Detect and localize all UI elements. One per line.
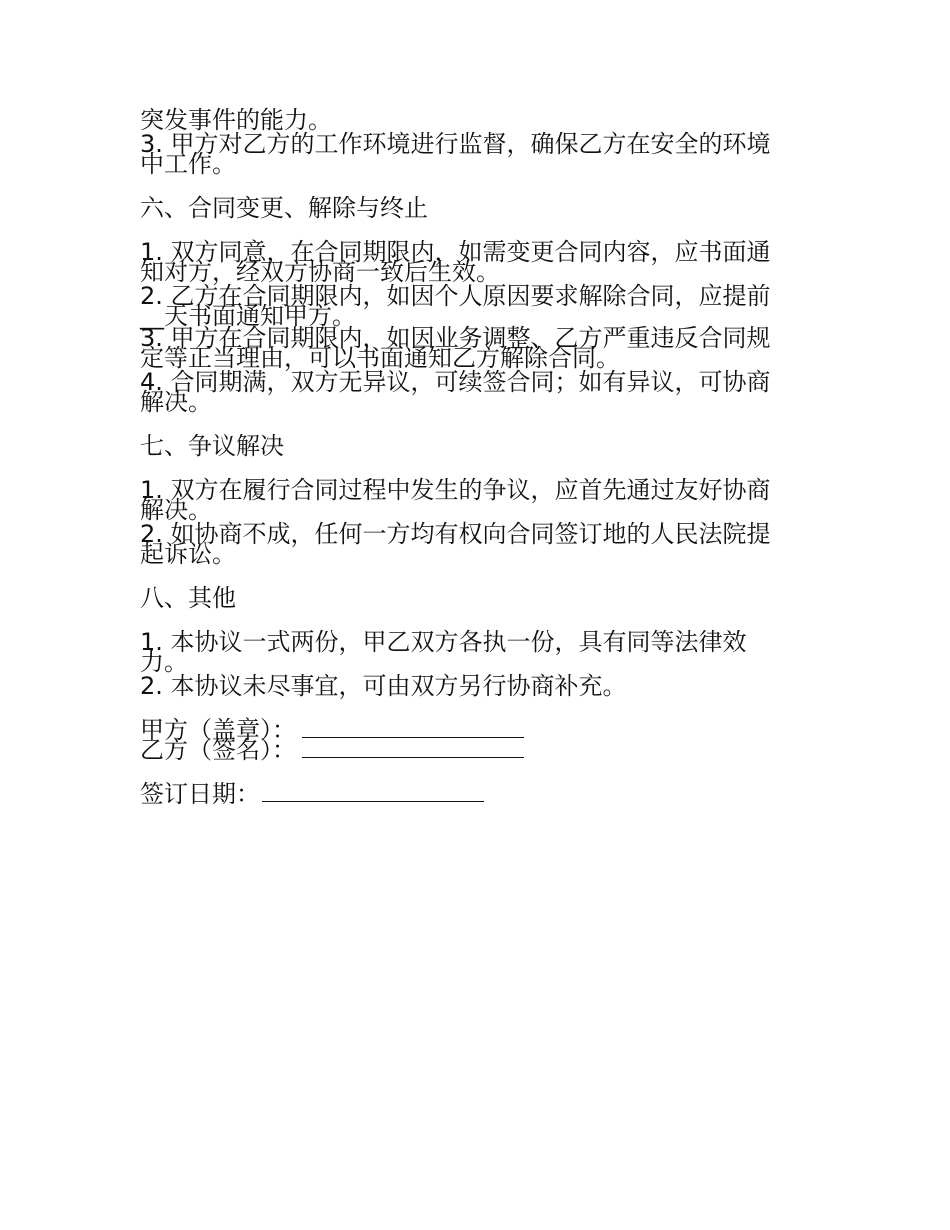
section5-item3-line2: 中工作。 [140, 150, 236, 178]
section7-heading: 七、争议解决 [140, 432, 284, 460]
party-a-signature-line [302, 717, 524, 738]
party-b-signature-row [140, 736, 524, 764]
section6-item2-line2: __天书面通知甲方。 [140, 302, 356, 330]
section6-item3-line1: 3. 甲方在合同期限内，如因业务调整、乙方严重违反合同规 [140, 324, 771, 352]
section6-heading: 六、合同变更、解除与终止 [140, 194, 428, 222]
section5-continuation: 突发事件的能力。 [140, 106, 332, 134]
section8-item1-line1: 1. 本协议一式两份，甲乙双方各执一份，具有同等法律效 [140, 628, 747, 656]
section5-item3-line1: 3. 甲方对乙方的工作环境进行监督，确保乙方在安全的环境 [140, 130, 771, 158]
signing-date-label: 签订日期： [140, 780, 260, 808]
signing-date-line [262, 781, 484, 802]
section7-item1-line2: 解决。 [140, 496, 212, 524]
section8-heading: 八、其他 [140, 584, 236, 612]
section6-item1-line1: 1. 双方同意，在合同期限内，如需变更合同内容，应书面通 [140, 238, 771, 266]
party-b-label: 乙方（签名）： [140, 736, 296, 764]
section6-item4-line1: 4. 合同期满，双方无异议，可续签合同；如有异议，可协商 [140, 368, 771, 396]
section7-item2-line1: 2. 如协商不成，任何一方均有权向合同签订地的人民法院提 [140, 520, 771, 548]
section7-item1-line1: 1. 双方在履行合同过程中发生的争议，应首先通过友好协商 [140, 476, 771, 504]
section7-item2-line2: 起诉讼。 [140, 540, 236, 568]
section8-item1-line2: 力。 [140, 648, 188, 676]
section6-item1-line2: 知对方，经双方协商一致后生效。 [140, 258, 500, 286]
party-b-signature-line [302, 737, 524, 758]
section6-item4-line2: 解决。 [140, 388, 212, 416]
signing-date-row [140, 780, 484, 808]
section6-item3-line2: 定等正当理由，可以书面通知乙方解除合同。 [140, 344, 620, 372]
party-a-label: 甲方（盖章）： [140, 716, 296, 744]
section8-item2-line1: 2. 本协议未尽事宜，可由双方另行协商补充。 [140, 672, 627, 700]
section6-item2-line1: 2. 乙方在合同期限内，如因个人原因要求解除合同，应提前 [140, 282, 771, 310]
